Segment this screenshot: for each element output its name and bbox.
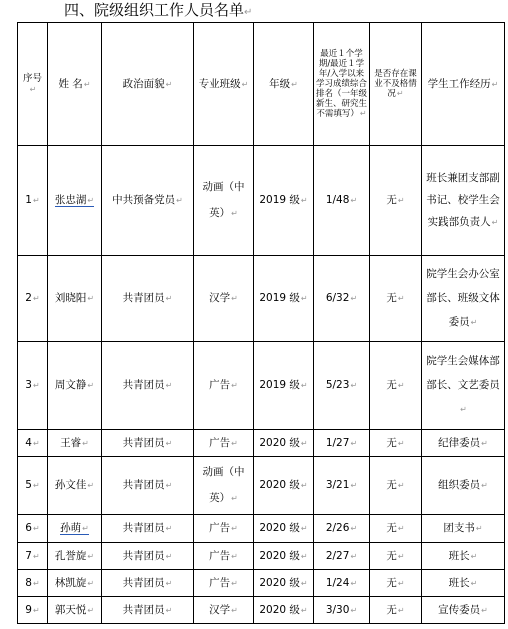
cell-experience: 班长 ↵ — [422, 543, 505, 570]
cell-seq: 4 ↵ — [18, 430, 48, 457]
cell-political: 共青团员 ↵ — [102, 570, 194, 597]
header-grade: 年级 ↵ — [254, 23, 314, 146]
cell-major: 汉学 ↵ — [194, 597, 254, 624]
cell-rank: 1/27 ↵ — [314, 430, 370, 457]
cell-name: 孔誉旋 ↵ — [48, 543, 102, 570]
cell-experience: 班长 ↵ — [422, 570, 505, 597]
cell-rank: 3/21 ↵ — [314, 457, 370, 515]
cell-name: 林凯旋 ↵ — [48, 570, 102, 597]
cell-major: 广告 ↵ — [194, 342, 254, 430]
cell-grade: 2020 级 ↵ — [254, 570, 314, 597]
cell-political: 共青团员 ↵ — [102, 515, 194, 543]
cell-major: 动画（中英） ↵ — [194, 146, 254, 256]
cell-experience: 组织委员 ↵ — [422, 457, 505, 515]
cell-rank: 6/32 ↵ — [314, 256, 370, 342]
cell-experience: 纪律委员 ↵ — [422, 430, 505, 457]
cell-seq: 1 ↵ — [18, 146, 48, 256]
cell-rank: 2/26 ↵ — [314, 515, 370, 543]
cell-political: 共青团员 ↵ — [102, 256, 194, 342]
cell-fail: 无 ↵ — [370, 430, 422, 457]
staff-table — [17, 22, 505, 624]
cell-major: 广告 ↵ — [194, 430, 254, 457]
table-row — [18, 256, 505, 342]
header-fail: 是否存在课业不及格情况 ↵ — [370, 23, 422, 146]
cell-name: 孙文佳 ↵ — [48, 457, 102, 515]
cell-seq: 9 ↵ — [18, 597, 48, 624]
cell-grade: 2019 级 ↵ — [254, 342, 314, 430]
cell-name: 郭天悦 ↵ — [48, 597, 102, 624]
cell-fail: 无 ↵ — [370, 256, 422, 342]
cell-fail: 无 ↵ — [370, 146, 422, 256]
document-heading — [64, 0, 252, 23]
cell-grade: 2020 级 ↵ — [254, 543, 314, 570]
cell-fail: 无 ↵ — [370, 342, 422, 430]
cell-fail: 无 ↵ — [370, 457, 422, 515]
cell-rank: 1/48 ↵ — [314, 146, 370, 256]
cell-seq: 5 ↵ — [18, 457, 48, 515]
cell-name — [48, 146, 102, 256]
header-experience: 学生工作经历 ↵ — [422, 23, 505, 146]
cell-political: 共青团员 ↵ — [102, 457, 194, 515]
header-rank: 最近１个学期/最近１学年/入学以来学习成绩综合排名（一年级新生、研究生不需填写） ↵ — [314, 23, 370, 146]
cell-rank: 1/24 ↵ — [314, 570, 370, 597]
cell-experience: 院学生会办公室部长、班级文体委员 ↵ — [422, 256, 505, 342]
table-row — [18, 597, 505, 624]
cell-fail: 无 ↵ — [370, 570, 422, 597]
cell-seq: 8 ↵ — [18, 570, 48, 597]
cell-grade: 2020 级 ↵ — [254, 597, 314, 624]
cell-major: 动画（中英） ↵ — [194, 457, 254, 515]
cell-political: 共青团员 ↵ — [102, 543, 194, 570]
table-row — [18, 570, 505, 597]
cell-seq: 6 ↵ — [18, 515, 48, 543]
cell-name: 王睿 ↵ — [48, 430, 102, 457]
table-row — [18, 543, 505, 570]
cell-experience: 团支书 ↵ — [422, 515, 505, 543]
cell-grade: 2020 级 ↵ — [254, 457, 314, 515]
cell-name: 刘晓阳 ↵ — [48, 256, 102, 342]
cell-fail: 无 ↵ — [370, 543, 422, 570]
header-major: 专业班级 ↵ — [194, 23, 254, 146]
cell-major: 广告 ↵ — [194, 515, 254, 543]
cell-grade: 2019 级 ↵ — [254, 256, 314, 342]
cell-seq: 7 ↵ — [18, 543, 48, 570]
table-row — [18, 146, 505, 256]
cell-experience: 宣传委员 ↵ — [422, 597, 505, 624]
cell-political: 共青团员 ↵ — [102, 342, 194, 430]
cell-seq: 3 ↵ — [18, 342, 48, 430]
name-text: 张忠湖 ↵ — [55, 194, 94, 207]
table-row — [18, 430, 505, 457]
cell-rank: 2/27 ↵ — [314, 543, 370, 570]
cell-fail: 无 ↵ — [370, 515, 422, 543]
cell-rank: 5/23 ↵ — [314, 342, 370, 430]
table-row — [18, 457, 505, 515]
cell-political: 共青团员 ↵ — [102, 430, 194, 457]
header-row — [18, 23, 505, 146]
cell-experience: 班长兼团支部副书记、校学生会实践部负责人 ↵ — [422, 146, 505, 256]
cell-major: 广告 ↵ — [194, 570, 254, 597]
name-text: 孙萌 ↵ — [60, 522, 89, 535]
cell-rank: 3/30 ↵ — [314, 597, 370, 624]
cell-major: 汉学 ↵ — [194, 256, 254, 342]
header-seq: 序号 ↵ — [18, 23, 48, 146]
cell-major: 广告 ↵ — [194, 543, 254, 570]
header-political: 政治面貌 ↵ — [102, 23, 194, 146]
cell-seq: 2 ↵ — [18, 256, 48, 342]
cell-experience: 院学生会媒体部部长、文艺委员 ↵ — [422, 342, 505, 430]
paragraph-mark-icon: ↵ — [244, 7, 253, 18]
cell-fail: 无 ↵ — [370, 597, 422, 624]
heading-text: 四、院级组织工作人员名单 — [64, 1, 245, 19]
cell-grade: 2019 级 ↵ — [254, 146, 314, 256]
header-name: 姓 名 ↵ — [48, 23, 102, 146]
cell-political: 共青团员 ↵ — [102, 597, 194, 624]
cell-name: 周文静 ↵ — [48, 342, 102, 430]
cell-name — [48, 515, 102, 543]
table-row — [18, 342, 505, 430]
cell-political: 中共预备党员 ↵ — [102, 146, 194, 256]
cell-grade: 2020 级 ↵ — [254, 515, 314, 543]
table-row — [18, 515, 505, 543]
cell-grade: 2020 级 ↵ — [254, 430, 314, 457]
